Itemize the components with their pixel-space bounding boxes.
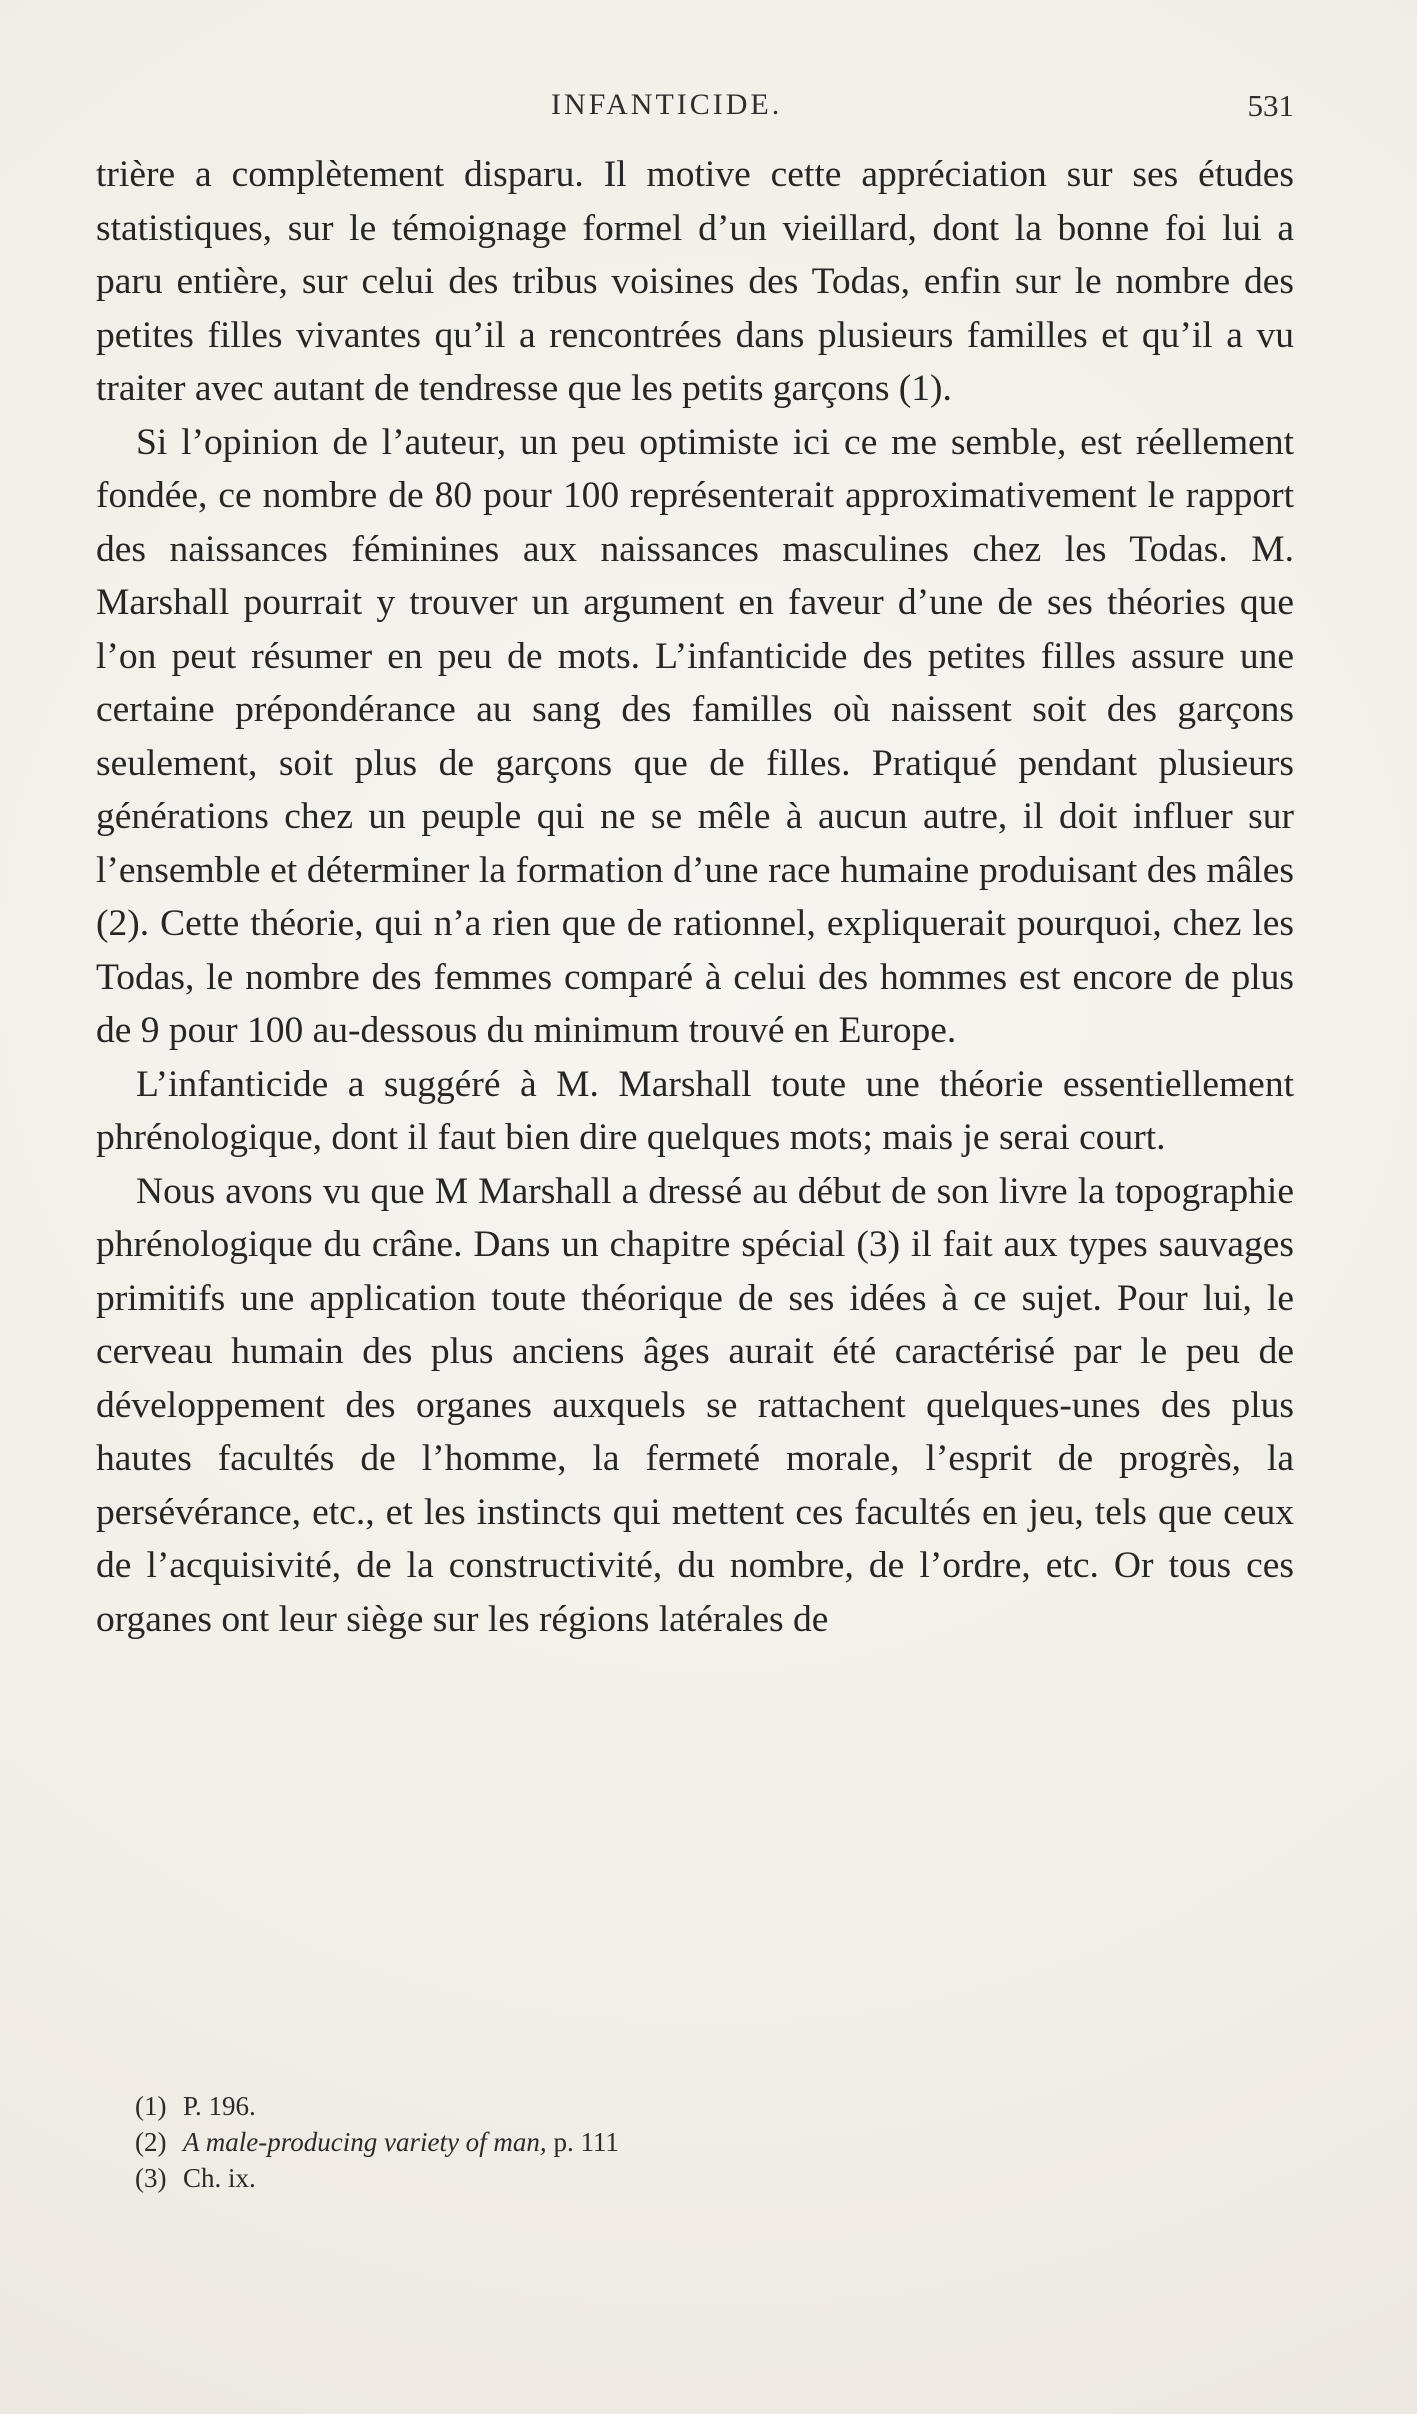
page-header (96, 88, 1294, 128)
footnote-2 (135, 2124, 1235, 2160)
footnote-text: p. 111 (546, 2127, 619, 2157)
page-number: 531 (1247, 88, 1294, 123)
footnote-marker: (2) (135, 2127, 167, 2157)
footnote-marker: (3) (135, 2163, 167, 2193)
footnotes (135, 2088, 1235, 2196)
running-head: INFANTICIDE. (551, 88, 783, 121)
footnote-text: Ch. ix. (183, 2163, 256, 2193)
paragraph-phrenology-intro: L’infanticide a suggéré à M. Marshall toute une théorie essentiellement phrénologique, dont il faut bien dire quelques mots; mais je serai court. (96, 1063, 1294, 1158)
footnote-marker: (1) (135, 2091, 167, 2121)
footnote-text: P. 196. (183, 2091, 256, 2121)
paragraph-phrenology-topography: Nous avons vu que M Marshall a dressé au début de son livre la topographie phrénologique du crâne. Dans un chapitre spécial (3) il fait aux types sauvages primitifs une application toute théorique de ses idées à ce sujet. Pour lui, le cerveau humain des plus anciens âges aurait été caractérisé par le peu de développement des organes auxquels se rattachent quelques-unes des plus hautes facultés de l’homme, la fermeté morale, l’esprit de progrès, la persévérance, etc., et les instincts qui mettent ces facultés en jeu, tels que ceux de l’acquisivité, de la constructivité, du nombre, de l’ordre, etc. Or tous ces organes ont leur siège sur les régions latérales de (96, 1170, 1294, 1640)
paragraph-continuation: trière a complètement disparu. Il motive cette appréciation sur ses études statistiques, sur le témoignage formel d’un vieillard, dont la bonne foi lui a paru entière, sur celui des tribus voisines des Todas, enfin sur le nombre des petites filles vivantes qu’il a rencontrées dans plusieurs familles et qu’il a vu traiter avec autant de tendresse que les petits garçons (1). (96, 154, 1294, 409)
footnote-book-title: A male-producing variety of man, (183, 2127, 547, 2157)
footnote-3 (135, 2160, 1235, 2196)
body-text (96, 148, 1294, 1646)
paragraph-marshall-theory: Si l’opinion de l’auteur, un peu optimiste ici ce me semble, est réellement fondée, ce nombre de 80 pour 100 représenterait approximativement le rapport des naissances féminines aux naissances masculines chez les Todas. M. Marshall pourrait y trouver un argument en faveur d’une de ses théories que l’on peut résumer en peu de mots. L’infanticide des petites filles assure une certaine prépondérance au sang des familles où naissent soit des garçons seulement, soit plus de garçons que de filles. Pratiqué pendant plusieurs générations chez un peuple qui ne se mêle à aucun autre, il doit influer sur l’ensemble et déterminer la formation d’une race humaine produisant des mâles (2). Cette théorie, qui n’a rien que de rationnel, expliquerait pourquoi, chez les Todas, le nombre des femmes comparé à celui des hommes est encore de plus de 9 pour 100 au-dessous du minimum trouvé en Europe. (96, 421, 1294, 1051)
footnote-1 (135, 2088, 1235, 2124)
